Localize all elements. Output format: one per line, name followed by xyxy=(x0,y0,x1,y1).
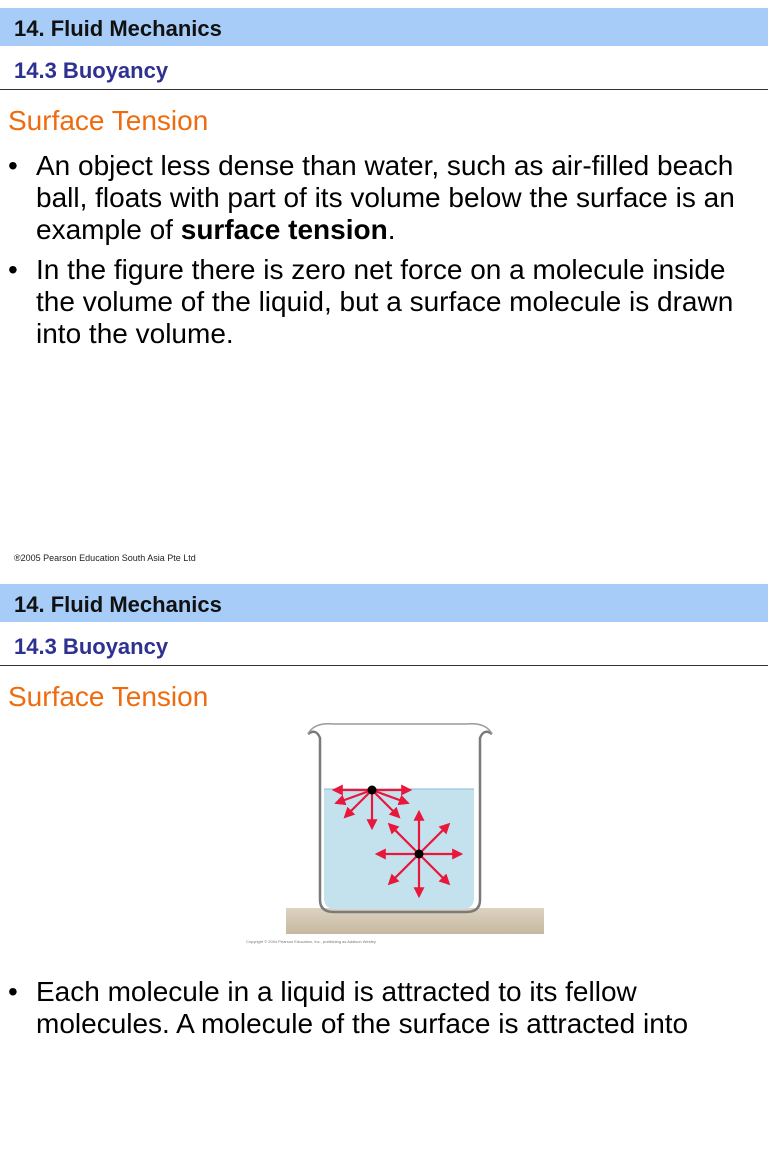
bullet-item xyxy=(8,976,756,1040)
section-title: 14.3 Buoyancy xyxy=(14,58,169,83)
bullet-list xyxy=(8,150,756,358)
bullet-text-end: . xyxy=(387,214,396,245)
bullet-text: An object less dense than water, such as air-filled beach ball, floats with part of its volume below the surface is an example of xyxy=(36,150,735,245)
surface-molecule xyxy=(368,786,377,795)
slide-heading: Surface Tension xyxy=(8,105,209,136)
chapter-title: 14. Fluid Mechanics xyxy=(14,592,222,617)
bullet-text: Each molecule in a liquid is attracted to its fellow molecules. A molecule of the surface is attracted into xyxy=(36,976,689,1039)
figure-credit: Copyright © 2004 Pearson Education, Inc., publishing as Addison Wesley xyxy=(246,939,376,944)
bullet-list xyxy=(8,976,756,1048)
copyright-notice: ®2005 Pearson Education South Asia Pte Ltd xyxy=(14,553,196,563)
beaker-figure xyxy=(244,716,550,952)
water xyxy=(324,789,474,909)
bullet-dot: • xyxy=(8,976,18,1007)
bullet-dot: • xyxy=(8,150,18,181)
bullet-item xyxy=(8,254,756,350)
slide-2 xyxy=(0,576,768,1152)
section-title: 14.3 Buoyancy xyxy=(14,634,169,659)
header-divider xyxy=(0,89,768,90)
beaker-rim xyxy=(308,724,492,734)
interior-molecule xyxy=(415,850,424,859)
bullet-dot: • xyxy=(8,254,18,285)
slide-heading: Surface Tension xyxy=(8,681,209,712)
bullet-item xyxy=(8,150,756,246)
bullet-text: In the figure there is zero net force on a molecule inside the volume of the liquid, but a surface molecule is drawn into the volume. xyxy=(36,254,734,349)
chapter-title: 14. Fluid Mechanics xyxy=(14,16,222,41)
bold-term: surface tension xyxy=(180,214,388,245)
header-divider xyxy=(0,665,768,666)
